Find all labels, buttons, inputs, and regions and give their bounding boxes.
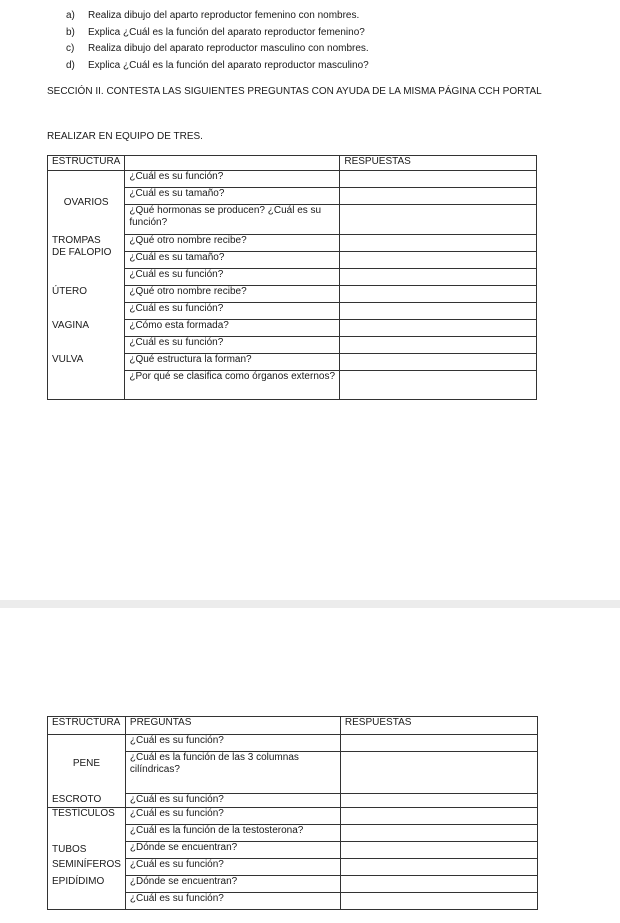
structure-trompas: TROMPAS DE FALOPIO	[48, 235, 125, 286]
answer-cell[interactable]	[340, 371, 537, 400]
question-cell: ¿Cuál es su función?	[125, 808, 340, 825]
answer-cell[interactable]	[340, 735, 537, 752]
answer-cell[interactable]	[340, 893, 537, 910]
table-row	[48, 354, 537, 371]
question-cell: ¿Qué estructura la forman?	[125, 354, 340, 371]
table-row	[48, 171, 537, 188]
structure-testiculos: TESTÍCULOS	[48, 808, 126, 842]
answer-cell[interactable]	[340, 303, 537, 320]
answer-cell[interactable]	[340, 859, 537, 876]
header-preguntas: PREGUNTAS	[125, 717, 340, 735]
instruction-item: d) Explica ¿Cuál es la función del aparato reproductor masculino?	[66, 59, 369, 71]
male-questions-table	[47, 716, 538, 910]
header-respuestas: RESPUESTAS	[340, 717, 537, 735]
question-cell: ¿Cuál es su función?	[125, 893, 340, 910]
question-cell: ¿Cuál es su función?	[125, 303, 340, 320]
table-row	[48, 794, 538, 808]
table-header-row	[48, 156, 537, 171]
answer-cell[interactable]	[340, 269, 537, 286]
answer-cell[interactable]	[340, 354, 537, 371]
header-estructura: ESTRUCTURA	[48, 156, 125, 171]
answer-cell[interactable]	[340, 171, 537, 188]
table-row	[48, 876, 538, 893]
answer-cell[interactable]	[340, 794, 537, 808]
page-separator	[0, 600, 620, 608]
answer-cell[interactable]	[340, 205, 537, 235]
answer-cell[interactable]	[340, 286, 537, 303]
team-note: REALIZAR EN EQUIPO DE TRES.	[47, 131, 203, 142]
structure-vagina: VAGINA	[48, 320, 125, 354]
answer-cell[interactable]	[340, 320, 537, 337]
header-respuestas: RESPUESTAS	[340, 156, 537, 171]
question-cell: ¿Qué hormonas se producen? ¿Cuál es su función?	[125, 205, 340, 235]
instruction-item: b) Explica ¿Cuál es la función del aparato reproductor femenino?	[66, 26, 365, 38]
structure-pene: PENE	[48, 735, 126, 794]
structure-utero: ÚTERO	[48, 286, 125, 320]
female-questions-table	[47, 155, 537, 400]
answer-cell[interactable]	[340, 876, 537, 893]
question-cell: ¿Qué otro nombre recibe?	[125, 286, 340, 303]
table-row	[48, 842, 538, 859]
section-title: SECCIÓN II. CONTESTA LAS SIGUIENTES PREGUNTAS CON AYUDA DE LA MISMA PÁGINA CCH PORTAL	[47, 86, 542, 97]
answer-cell[interactable]	[340, 252, 537, 269]
question-cell: ¿Cuál es su función?	[125, 735, 340, 752]
question-cell: ¿Cuál es su función?	[125, 171, 340, 188]
answer-cell[interactable]	[340, 842, 537, 859]
instruction-item: a) Realiza dibujo del aparto reproductor femenino con nombres.	[66, 10, 360, 21]
table-row	[48, 808, 538, 825]
structure-escroto: ESCROTO	[48, 794, 126, 808]
question-cell: ¿Cómo esta formada?	[125, 320, 340, 337]
structure-epididimo: EPIDÍDIMO	[48, 876, 126, 910]
question-cell: ¿Por qué se clasifica como órganos externos?	[125, 371, 340, 400]
question-cell: ¿Qué otro nombre recibe?	[125, 235, 340, 252]
answer-cell[interactable]	[340, 808, 537, 825]
question-cell: ¿Cuál es la función de la testosterona?	[125, 825, 340, 842]
answer-cell[interactable]	[340, 337, 537, 354]
document-page-2	[0, 608, 620, 923]
question-cell: ¿Cuál es su función?	[125, 269, 340, 286]
question-cell: ¿Cuál es la función de las 3 columnas cilíndricas?	[125, 752, 340, 794]
table-row	[48, 235, 537, 252]
question-cell: ¿Cuál es su tamaño?	[125, 188, 340, 205]
table-row	[48, 286, 537, 303]
answer-cell[interactable]	[340, 188, 537, 205]
question-cell: ¿Cuál es su función?	[125, 337, 340, 354]
answer-cell[interactable]	[340, 752, 537, 794]
answer-cell[interactable]	[340, 235, 537, 252]
table-row	[48, 320, 537, 337]
instruction-item: c) Realiza dibujo del aparato reproductor masculino con nombres.	[66, 43, 369, 54]
table-row	[48, 735, 538, 752]
structure-ovarios: OVARIOS	[48, 171, 125, 235]
answer-cell[interactable]	[340, 825, 537, 842]
question-cell: ¿Cuál es su función?	[125, 859, 340, 876]
question-cell: ¿Cuál es su tamaño?	[125, 252, 340, 269]
question-cell: ¿Dónde se encuentran?	[125, 876, 340, 893]
table-header-row	[48, 717, 538, 735]
structure-tubos-seminiferos: TUBOS SEMINÍFEROS	[48, 842, 126, 876]
header-estructura: ESTRUCTURA	[48, 717, 126, 735]
structure-vulva: VULVA	[48, 354, 125, 400]
header-preguntas	[125, 156, 340, 171]
instruction-list	[66, 10, 369, 76]
question-cell: ¿Dónde se encuentran?	[125, 842, 340, 859]
question-cell: ¿Cuál es su función?	[125, 794, 340, 808]
